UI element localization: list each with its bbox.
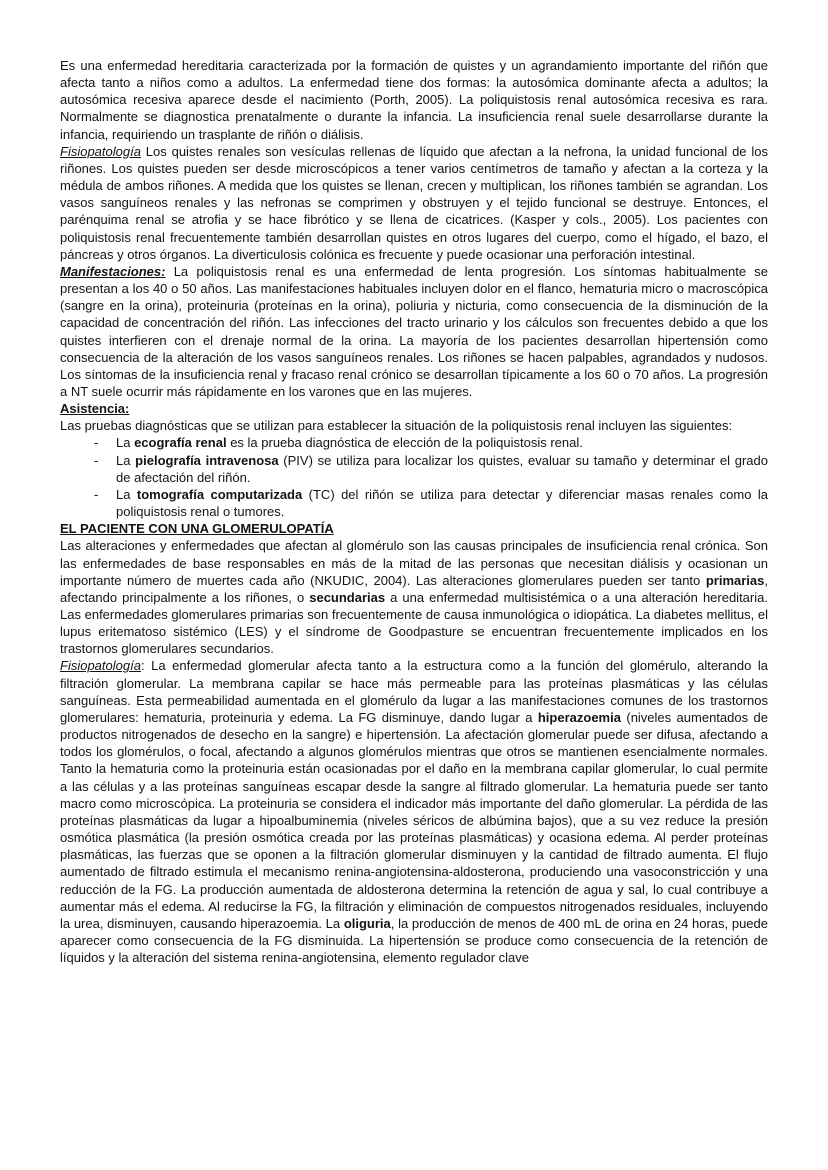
list-marker: - — [94, 452, 99, 468]
paragraph — [60, 143, 768, 263]
emphasis-text: pielografía intravenosa — [135, 452, 279, 468]
emphasis-text: tomografía computarizada — [136, 486, 303, 502]
emphasis-text: primarias — [705, 572, 765, 588]
list-marker: - — [94, 435, 99, 451]
list-marker: - — [94, 486, 99, 502]
emphasis-text: Fisiopatología — [60, 658, 141, 674]
emphasis-text: Asistencia: — [60, 401, 130, 417]
list-item-text — [116, 434, 768, 451]
emphasis-text: ecografía renal — [134, 435, 227, 451]
paragraph — [60, 417, 768, 434]
paragraph — [60, 57, 768, 143]
text-run: , afectando principalmente a los riñones, o — [60, 572, 768, 605]
list-item — [60, 486, 768, 520]
bullet-list — [60, 434, 768, 520]
list-item-text — [116, 452, 768, 486]
section-heading — [60, 520, 768, 537]
section-heading — [60, 400, 768, 417]
emphasis-text: Fisiopatología — [60, 143, 141, 159]
text-run: a una enfermedad multisistémica o a una alteración hereditaria. Las enfermedades glomerulares primarias son frecuentemente de causa inmunológica o idiopática. La diabetes mellitus, el lupus eritematoso sistémico (LES) y el síndrome de Goodpasture se encuentran frecuentemente implicados en los trastornos glomerulares secundarios. — [60, 589, 768, 657]
text-run: (TC) del riñón se utiliza para detectar y diferenciar masas renales como la poliquistosis renal o tumores. — [116, 486, 768, 520]
paragraph — [60, 537, 768, 657]
emphasis-text: hiperazoemia — [537, 709, 621, 725]
text-run: (PIV) se utiliza para localizar los quistes, evaluar su tamaño y determinar el grado de afectación del riñón. — [116, 452, 768, 485]
text-run: Es una enfermedad hereditaria caracterizada por la formación de quistes y un agrandamiento importante del riñón que afecta tanto a niños como a adultos. La enfermedad tiene dos formas: la autosómica dominante afecta a adultos; la autosómica recesiva aparece desde el nacimiento (Porth, 2005). La poliquistosis renal autosómica recesiva es rara. Normalmente se diagnostica prenatalmente o durante la infancia. La insuficiencia renal suele desarrollarse durante la infancia, requiriendo un trasplante de riñón o diálisis. — [60, 58, 768, 142]
text-run: Los quistes renales son vesículas rellenas de líquido que afectan a la nefrona, la unidad funcional de los riñones. Los quistes pueden ser desde microscópicos a tener varios centímetros de tamaño y afectan a la corteza y la médula de ambos riñones. A medida que los quistes se llenan, crecen y multiplican, los riñones también se agrandan. Los vasos sanguíneos renales y las nefronas se comprimen y obstruyen y el tejido funcional se destruye. Entonces, el parénquima renal se atrofia y se hace fibrótico y se llena de cicatrices. (Kasper y cols., 2005). Los pacientes con poliquistosis renal frecuentemente también desarrollan quistes en otros lugares del cuerpo, como el hígado, el bazo, el páncreas y otros órganos. La diverticulosis colónica es frecuente y puede ocasionar una perforación intestinal. — [60, 143, 768, 262]
document-body — [60, 57, 768, 966]
text-run: La — [116, 486, 137, 502]
text-run: La poliquistosis renal es una enfermedad de lenta progresión. Los síntomas habitualmente se presentan a los 40 o 50 años. Las manifestaciones habituales incluyen dolor en el flanco, hematuria micro o macroscópica (sangre en la orina), proteinuria (proteínas en la orina), poliuria y nicturia, como consecuencia de la disminución de la capacidad de concentración del riñón. Las infecciones del tracto urinario y los cálculos son frecuentes debido a que los quistes interfieren con el drenaje normal de la orina. La mayoría de los pacientes desarrollan hipertensión como consecuencia de la alteración de los vasos sanguíneos renales. Los riñones se hacen palpables, agrandados y nudosos. Los síntomas de la insuficiencia renal y fracaso renal crónico se desarrollan típicamente a los 60 o 70 años. La progresión a NT suele ocurrir más rápidamente en los varones que en las mujeres. — [60, 263, 768, 399]
text-run: La — [116, 435, 135, 451]
text-run: : La enfermedad glomerular afecta tanto a la estructura como a la función del glomérulo, alterando la filtración glomerular. La membrana capilar se hace más permeable para las proteínas plasmáticas y las células sanguíneas. Esta permeabilidad aumentada en el glomérulo da lugar a las manifestaciones comunes de los trastornos glomerulares: hematuria, proteinuria y edema. La FG disminuye, dando lugar a — [60, 658, 768, 725]
text-run: Las alteraciones y enfermedades que afectan al glomérulo son las causas principales de insuficiencia renal crónica. Son las enfermedades de base responsables en más de la mitad de las personas que necesitan diálisis y ocasionan un importante número de muertes cada año (NKUDIC, 2004). Las alteraciones glomerulares pueden ser tanto — [60, 538, 768, 588]
emphasis-text: secundarias — [309, 589, 386, 605]
text-run: Las pruebas diagnósticas que se utilizan para establecer la situación de la poliquistosis renal incluyen las siguientes: — [60, 418, 733, 434]
text-run: es la prueba diagnóstica de elección de la poliquistosis renal. — [226, 435, 583, 451]
text-run: (niveles aumentados de productos nitrogenados de desecho en la sangre) e hipertensión. La afectación glomerular puede ser difusa, afectando a todos los glomérulos, o focal, afectando a algunos glomérulos mientras que otros se mantienen esencialmente normales. Tanto la hematuria como la proteinuria están ocasionadas por el daño en la membrana capilar glomerular, lo cual permite a las células y a las proteínas sanguíneas escapar desde la sangre al filtrado glomerular. La hematuria puede ser tanto macro como microscópica. La proteinuria se considera el indicador más importante del daño glomerular. La pérdida de las proteínas plasmáticas da lugar a hipoalbuminemia (niveles séricos de albúmina bajos), que a su vez reduce la presión osmótica plasmática (la presión osmótica creada por las proteínas plasmáticas) y ocasiona edema. Al perder proteínas plasmáticas, las fuerzas que se oponen a la filtración glomerular disminuyen y la cantidad de filtrado aumenta. El flujo aumentado de filtrado estimula el mecanismo renina-angiotensina-aldosterona, produciendo una vasoconstricción y una reducción de la FG. La producción aumentada de aldosterona determina la retención de agua y sal, lo cual contribuye a aumentar más el edema. Al reducirse la FG, la filtración y eliminación de compuestos nitrogenados residuales, incluyendo la urea, disminuyen, causando hiperazoemia. La — [60, 709, 768, 931]
list-item — [60, 434, 768, 451]
text-run: , la producción de menos de 400 mL de orina en 24 horas, puede aparecer como consecuencia de la FG disminuida. La hipertensión se produce como consecuencia de la retención de líquidos y la alteración del sistema renina-angiotensina, elemento regulador clave — [60, 915, 768, 966]
text-run: La — [116, 452, 136, 468]
list-item — [60, 452, 768, 486]
paragraph — [60, 657, 768, 966]
emphasis-text: Manifestaciones: — [60, 263, 166, 279]
emphasis-text: oliguria — [343, 915, 391, 931]
emphasis-text: EL PACIENTE CON UNA GLOMERULOPATÍA — [60, 521, 334, 537]
list-item-text — [116, 486, 768, 520]
paragraph — [60, 263, 768, 400]
